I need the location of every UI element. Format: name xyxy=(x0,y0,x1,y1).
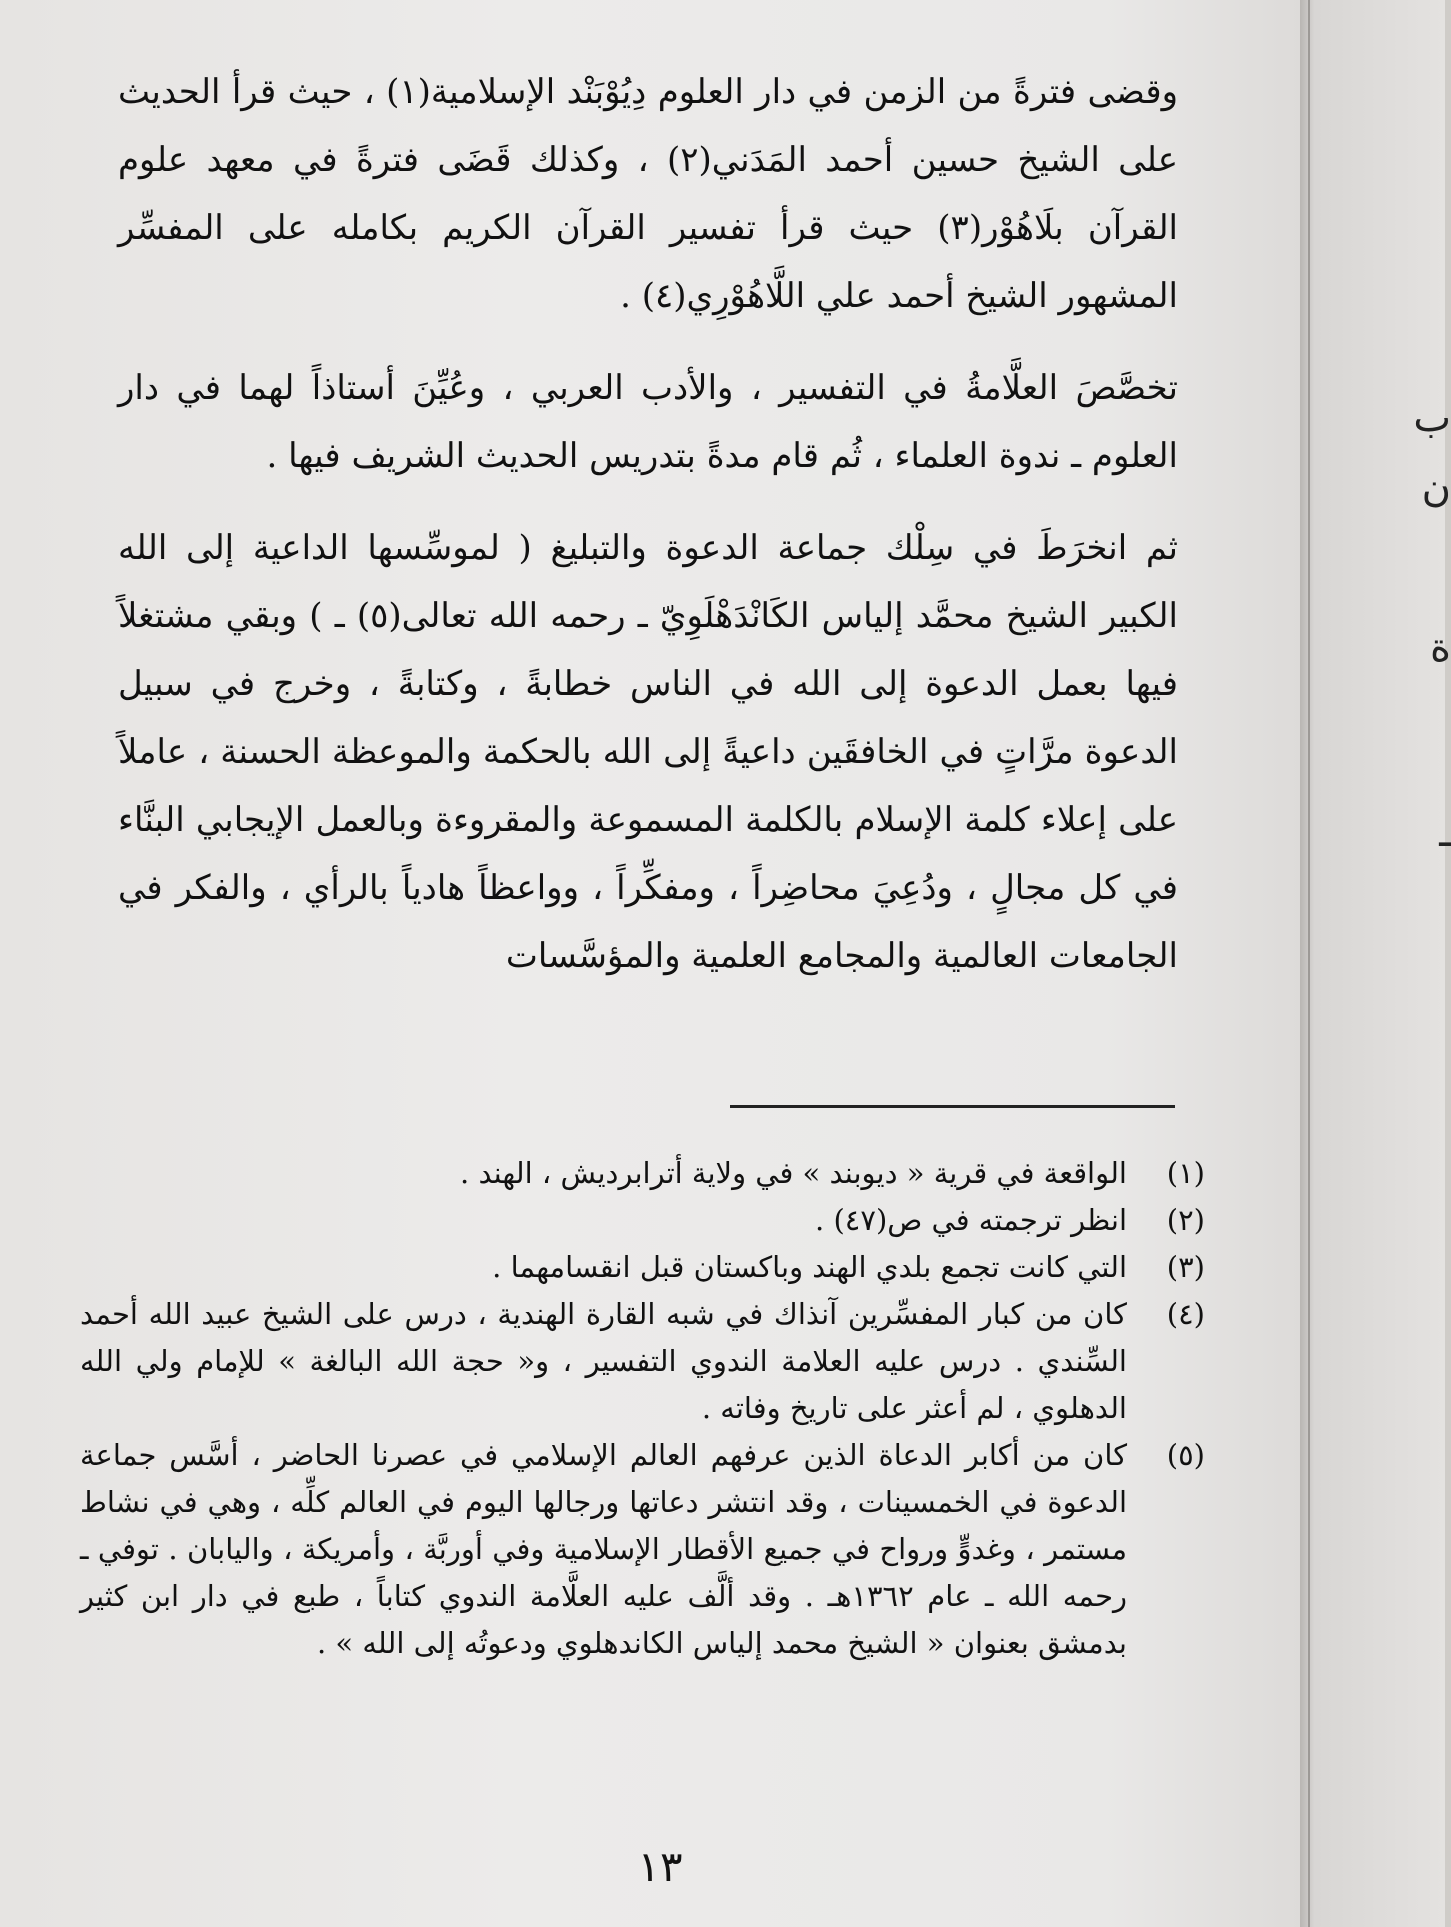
page-number: ١٣ xyxy=(637,1842,683,1891)
footnote-number: (٥) xyxy=(1166,1438,1205,1472)
paragraph-3: ثم انخرَطَ في سِلْك جماعة الدعوة والتبليغ ( لموسِّسها الداعية إلى الله الكبير الشيخ محمَّد إلياس الكَانْدَهْلَوِيّ ـ رحمه الله تعالى(٥) ـ ) وبقي مشتغلاً فيها بعمل الدعوة إلى الله في الناس خطابةً ، وكتابةً ، وخرج في سبيل الدعوة مرَّاتٍ في الخافقَين داعيةً إلى الله بالحكمة والموعظة الحسنة ، عاملاً على إعلاء كلمة الإسلام بالكلمة المسموعة والمقروءة وبالعمل الإيجابي البنَّاء في كل مجالٍ ، ودُعِيَ محاضِراً ، ومفكِّراً ، وواعظاً هادياً بالرأي ، والفكر في الجامعات العالمية والمجامع العلمية والمؤسَّسات xyxy=(118,528,1178,976)
footnote-text: الواقعة في قرية « ديوبند » في ولاية أترابرديش ، الهند . xyxy=(460,1156,1127,1190)
main-text xyxy=(118,58,1178,1014)
footnote-4 xyxy=(80,1291,1205,1432)
footnote-number: (٣) xyxy=(1166,1250,1205,1284)
footnote-text: التي كانت تجمع بلدي الهند وباكستان قبل انقسامهما . xyxy=(492,1250,1127,1284)
footnote-number: (١) xyxy=(1166,1156,1205,1190)
adjacent-page-fragment: ن xyxy=(1421,465,1451,511)
footnote-number: (٤) xyxy=(1166,1297,1205,1331)
footnotes xyxy=(80,1150,1205,1667)
footnote-number: (٢) xyxy=(1166,1203,1205,1237)
footnote-3 xyxy=(80,1244,1205,1291)
footnote-separator xyxy=(730,1105,1175,1108)
footnote-5 xyxy=(80,1432,1205,1667)
footnote-text: انظر ترجمته في ص(٤٧) . xyxy=(815,1203,1127,1237)
page-gutter-line xyxy=(1308,0,1310,1927)
adjacent-page-edge xyxy=(1300,0,1451,1927)
paragraph-2: تخصَّصَ العلَّامةُ في التفسير ، والأدب العربي ، وعُيِّنَ أستاذاً لهما في دار العلوم ـ ندوة العلماء ، ثُم قام مدةً بتدريس الحديث الشريف فيها . xyxy=(118,368,1178,476)
adjacent-page-fragment: ـ xyxy=(1439,810,1451,856)
footnote-1 xyxy=(80,1150,1205,1197)
paragraph-1: وقضى فترةً من الزمن في دار العلوم دِيُوْبَنْد الإسلامية(١) ، حيث قرأ الحديث على الشيخ حسين أحمد المَدَني(٢) ، وكذلك قَضَى فترةً في معهد علوم القرآن بلَاهُوْر(٣) حيث قرأ تفسير القرآن الكريم بكامله على المفسِّر المشهور الشيخ أحمد علي اللَّاهُوْرِي(٤) . xyxy=(118,72,1178,316)
footnote-text: كان من أكابر الدعاة الذين عرفهم العالم الإسلامي في عصرنا الحاضر ، أسَّس جماعة الدعوة في الخمسينات ، وقد انتشر دعاتها ورجالها اليوم في العالم كلِّه ، وهي في نشاط مستمر ، وغدوٍّ ورواح في جميع الأقطار الإسلامية وفي أوربَّة ، وأمريكة ، واليابان . توفي ـ رحمه الله ـ عام ١٣٦٢هـ . وقد ألَّف عليه العلَّامة الندوي كتاباً ، طبع في دار ابن كثير بدمشق بعنوان « الشيخ محمد إلياس الكاندهلوي ودعوتُه إلى الله » . xyxy=(80,1438,1128,1660)
adjacent-page-fragment: ة xyxy=(1430,625,1451,671)
footnote-2 xyxy=(80,1197,1205,1244)
footnote-text: كان من كبار المفسِّرين آنذاك في شبه القارة الهندية ، درس على الشيخ عبيد الله أحمد السِّندي . درس عليه العلامة الندوي التفسير ، و« حجة الله البالغة » للإمام ولي الله الدهلوي ، لم أعثر على تاريخ وفاته . xyxy=(80,1297,1127,1425)
adjacent-page-fragment: ب xyxy=(1413,395,1451,441)
